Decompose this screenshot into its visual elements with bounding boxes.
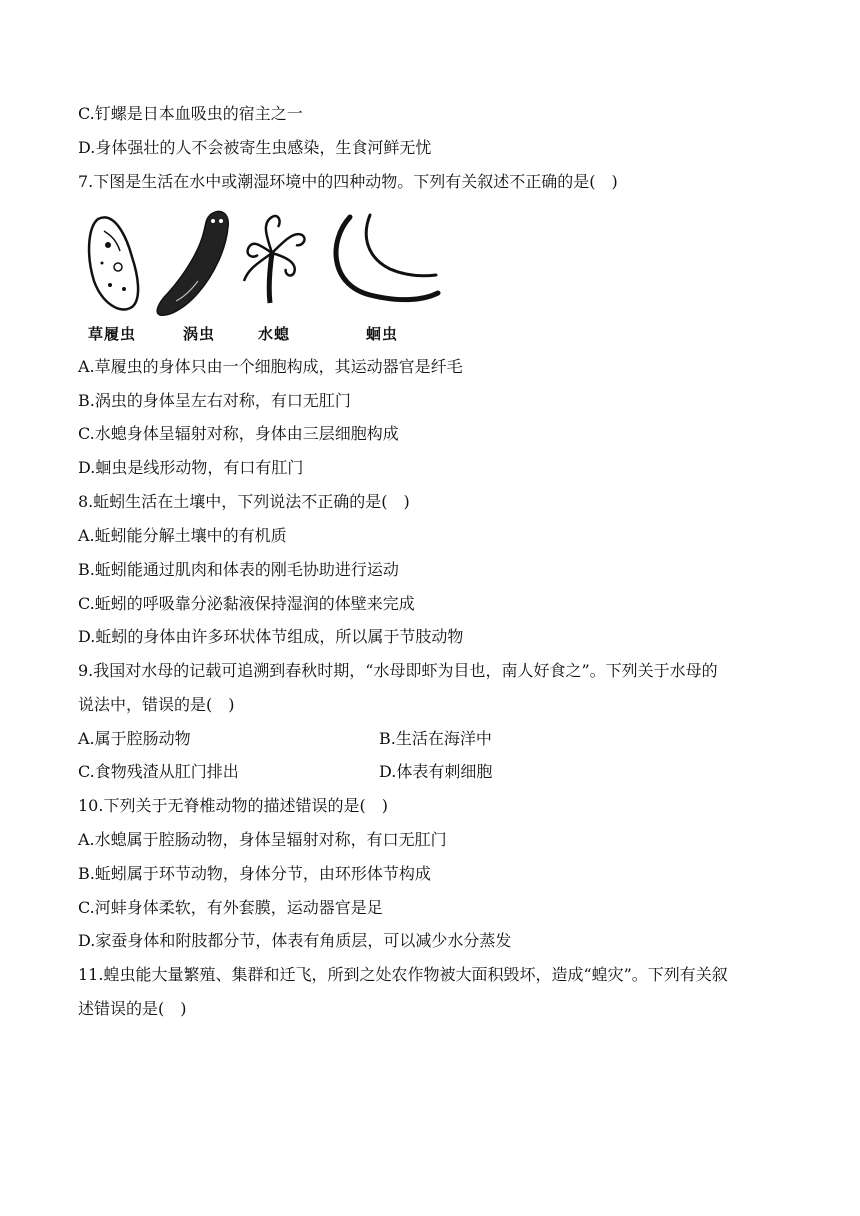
q8-option-a: A.蚯蚓能分解土壤中的有机质	[78, 526, 287, 545]
q9-option-d: D.体表有刺细胞	[379, 762, 493, 781]
q7-option-b: B.涡虫的身体呈左右对称，有口无肛门	[78, 391, 351, 410]
q8-option-c: C.蚯蚓的呼吸靠分泌黏液保持湿润的体壁来完成	[78, 594, 415, 613]
q10-option-c: C.河蚌身体柔软，有外套膜，运动器官是足	[78, 898, 383, 917]
planarian-drawing	[157, 211, 228, 315]
q9-option-c: C.食物残渣从肛门排出	[78, 762, 239, 781]
q7-animal-figure	[80, 205, 450, 345]
q7-option-a: A.草履虫的身体只由一个细胞构成，其运动器官是纤毛	[78, 357, 463, 376]
q9-stem-line2: 说法中，错误的是( )	[78, 695, 235, 714]
paramecium-label: 草履虫	[88, 325, 137, 343]
q11-stem-line2: 述错误的是( )	[78, 999, 187, 1018]
animal-drawings	[80, 205, 450, 323]
hydra-drawing	[244, 216, 304, 303]
q8-stem: 8.蚯蚓生活在土壤中，下列说法不正确的是( )	[78, 492, 410, 511]
planarian-label: 涡虫	[183, 325, 216, 343]
q7-option-c: C.水螅身体呈辐射对称，身体由三层细胞构成	[78, 424, 399, 443]
hydra-label: 水螅	[258, 325, 291, 343]
q11-stem-line1: 11.蝗虫能大量繁殖、集群和迁飞，所到之处农作物被大面积毁坏，造成“蝗灾”。下列有关叙	[78, 965, 728, 984]
q8-option-b: B.蚯蚓能通过肌肉和体表的刚毛协助进行运动	[78, 560, 399, 579]
q6-option-c: C.钉螺是日本血吸虫的宿主之一	[78, 104, 303, 123]
q9-stem-line1: 9.我国对水母的记载可追溯到春秋时期，“水母即虾为目也，南人好食之”。下列关于水母的	[78, 661, 718, 680]
q7-option-d: D.蛔虫是线形动物，有口有肛门	[78, 458, 304, 477]
q10-option-a: A.水螅属于腔肠动物，身体呈辐射对称，有口无肛门	[78, 830, 447, 849]
q10-option-b: B.蚯蚓属于环节动物，身体分节，由环形体节构成	[78, 864, 431, 883]
q7-stem: 7.下图是生活在水中或潮湿环境中的四种动物。下列有关叙述不正确的是( )	[78, 172, 618, 191]
q8-option-d: D.蚯蚓的身体由许多环状体节组成，所以属于节肢动物	[78, 627, 464, 646]
roundworm-drawing	[336, 215, 438, 300]
roundworm-label: 蛔虫	[366, 325, 399, 343]
q6-option-d: D.身体强壮的人不会被寄生虫感染，生食河鲜无忧	[78, 138, 432, 157]
paramecium-drawing	[89, 217, 138, 309]
q9-option-b: B.生活在海洋中	[379, 729, 492, 748]
q10-stem: 10.下列关于无脊椎动物的描述错误的是( )	[78, 796, 388, 815]
q10-option-d: D.家蚕身体和附肢都分节，体表有角质层，可以减少水分蒸发	[78, 931, 512, 950]
q9-option-a: A.属于腔肠动物	[78, 729, 191, 748]
